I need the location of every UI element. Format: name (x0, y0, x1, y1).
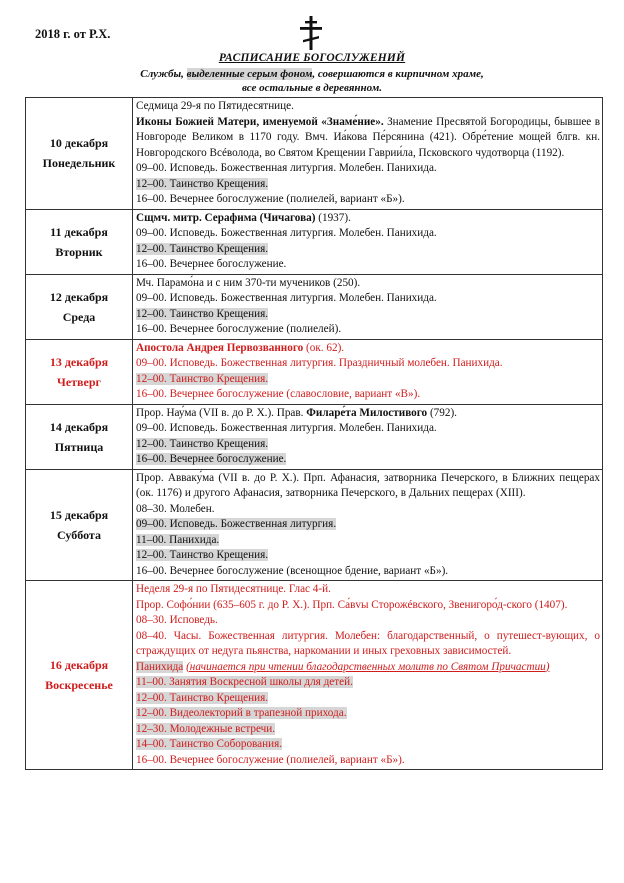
service-line: 12–00. Таинство Крещения. (136, 177, 269, 190)
service-line: 11–00. Панихида. (136, 533, 220, 546)
service-line: 09–00. Исповедь. Божественная литургия. (136, 518, 337, 530)
saints-text: Прор. Софо́нии (635–605 г. до Р. Х.). Прп. Са́вvы Сторожéвского, Звенигоро́д-ского (1407). (136, 598, 568, 611)
service-line: 09–00. Исповедь. Божественная литургия. Молебен. Панихида. (136, 227, 437, 239)
service-line: 16–00. Вечернее богослужение (всенощное бдение, вариант «Б»). (136, 564, 449, 577)
day-date: 16 декабря (49, 658, 109, 672)
day-cell (26, 469, 133, 581)
subtitle-line-1: Службы, выделенные серым фоном, совершаются в кирпичном храме, (140, 68, 484, 80)
day-date: 12 декабря (49, 289, 109, 304)
day-content (133, 339, 603, 404)
day-date: 13 декабря (49, 354, 109, 369)
week-heading: Неделя 29-я по Пятидесятнице. Глас 4-й. (136, 583, 331, 595)
schedule-table (25, 97, 603, 770)
day-content (133, 274, 603, 339)
service-line: 11–00. Занятия Воскресной школы для детей. (136, 676, 353, 688)
table-row (26, 339, 603, 404)
saints-text: Сщмч. митр. Серафима (Чичагова) (1937). (136, 211, 351, 224)
service-line: 16–00. Вечернее богослужение. (136, 258, 287, 270)
service-line: 09–00. Исповедь. Божественная литургия. Молебен. Панихида. (136, 162, 437, 174)
day-cell (26, 581, 133, 770)
table-row (26, 274, 603, 339)
day-weekday: Четверг (57, 374, 101, 389)
service-line: 08–30. Молебен. (136, 502, 215, 515)
day-cell (26, 339, 133, 404)
subtitle-highlight: выделенные серым фоном (186, 68, 313, 80)
day-cell (26, 98, 133, 210)
page-title: РАСПИСАНИЕ БОГОСЛУЖЕНИЙ (218, 52, 406, 64)
service-line: 12–30. Молодежные встречи. (136, 722, 276, 735)
table-row (26, 404, 603, 469)
day-weekday: Суббота (57, 527, 101, 542)
service-line: 16–00. Вечернее богослужение (славословие, вариант «В»). (136, 388, 421, 400)
service-line: 09–00. Исповедь. Божественная литургия. Праздничный молебен. Панихида. (136, 357, 503, 369)
day-date: 10 декабря (49, 136, 109, 151)
service-line: 12–00. Таинство Крещения. (136, 307, 269, 320)
day-cell (26, 404, 133, 469)
day-cell (26, 209, 133, 274)
day-cell (26, 274, 133, 339)
service-line: 09–00. Исповедь. Божественная литургия. Молебен. Панихида. (136, 292, 437, 304)
day-weekday: Вторник (55, 244, 103, 259)
table-row (26, 581, 603, 770)
service-line: 12–00. Таинство Крещения. (136, 691, 269, 704)
service-line: 12–00. Таинство Крещения. (136, 549, 269, 561)
day-weekday: Воскресенье (45, 678, 113, 692)
service-line: 16–00. Вечернее богослужение (полиелей, вариант «Б»). (136, 193, 405, 205)
day-date: 15 декабря (49, 507, 109, 522)
service-line: 08–30. Исповедь. (136, 614, 218, 626)
day-content (133, 209, 603, 274)
saints-text: Прор. Нау́ма (VII в. до Р. Х.). Прав. Филаре́та Милостивого (792). (136, 406, 457, 419)
panikhida-note: (начинается при чтении благодарственных молитв по Святом Причастии) (186, 660, 550, 673)
saints-text: Прор. Авваку́ма (VII в. до Р. Х.). Прп. Афанасия, затворника Печерского, в Ближних пещерах (ок. 1176) и другого Афанасия, затворника Печерского, в Дальних пещерах (XIII). (136, 471, 600, 499)
orthodox-cross-icon (298, 16, 324, 50)
subtitle-line-2: все остальные в деревянном. (241, 82, 383, 94)
service-line: 16–00. Вечернее богослужение (полиелей, вариант «Б»). (136, 753, 405, 766)
table-row (26, 469, 603, 581)
saints-text: Иконы Божией Матери, именуемой «Знаме́ние». Знамение Пресвятой Богородицы, бывшее в Новгороде Великом в 1170 году. Вмч. Иа́кова Пе́рсянина (421). Обре́тение мощей блгв. кн. Новгородского Всéволода, во Святом Крещении Гаврии́ла, Псковского чудотворца (1192). (136, 115, 600, 159)
service-line: 16–00. Вечернее богослужение (полиелей). (136, 323, 342, 335)
week-heading: Седмица 29-я по Пятидесятнице. (136, 100, 294, 112)
day-date: 11 декабря (50, 224, 108, 239)
day-weekday: Пятница (54, 439, 104, 454)
service-line: 12–00. Таинство Крещения. (136, 372, 269, 385)
day-weekday: Понедельник (42, 156, 116, 171)
saints-text: Апостола Андрея Первозванного (ок. 62). (136, 341, 345, 354)
day-date: 14 декабря (49, 419, 109, 434)
service-line: 12–00. Таинство Крещения. (136, 437, 269, 450)
day-content (133, 469, 603, 581)
service-line: 08–40. Часы. Божественная литургия. Молебен: благодарственный, о путешест-вующих, о страждущих от недуга пьянства, наркомании и иных греховных зависимостей. (136, 629, 600, 657)
day-weekday: Среда (62, 309, 96, 324)
table-row (26, 209, 603, 274)
service-line: 12–00. Таинство Крещения. (136, 242, 269, 255)
service-line: 12–00. Видеолекторий в трапезной прихода. (136, 707, 347, 719)
day-content (133, 581, 603, 770)
service-line: 09–00. Исповедь. Божественная литургия. Молебен. Панихида. (136, 422, 437, 434)
service-line: Панихида (начинается при чтении благодарственных молитв по Святом Причастии) (136, 660, 550, 673)
day-content (133, 404, 603, 469)
service-line: 16–00. Вечернее богослужение. (136, 453, 287, 465)
table-row (26, 98, 603, 210)
year-label: 2018 г. от Р.Х. (35, 27, 111, 41)
day-content (133, 98, 603, 210)
service-line: 14–00. Таинство Соборования. (136, 738, 283, 750)
saints-text: Мч. Парамо́на и с ним 370-ти мучеников (250). (136, 276, 361, 289)
